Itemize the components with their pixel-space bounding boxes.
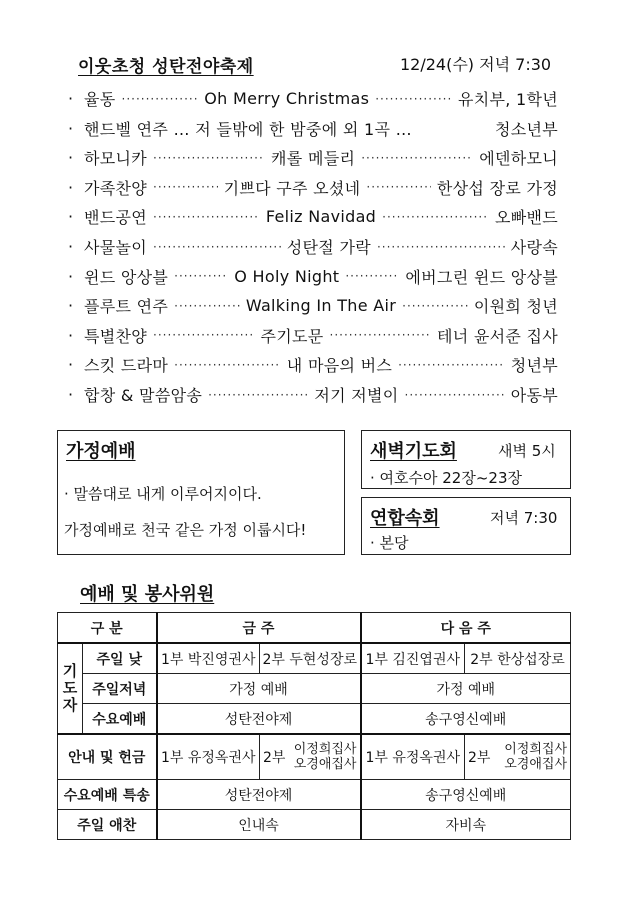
- program-item: [68, 143, 558, 172]
- program-bullet: ·: [68, 385, 74, 404]
- program-song: 주기도문: [260, 326, 324, 346]
- dot-leader: [208, 388, 308, 402]
- cell: [465, 734, 571, 780]
- program-item: [68, 202, 558, 231]
- header-category: 구 분: [58, 613, 157, 644]
- dot-leader: [377, 240, 505, 254]
- program-performance: 가족찬양: [84, 178, 148, 198]
- dot-leader: [398, 358, 505, 372]
- duty-table: [57, 612, 571, 840]
- family-worship-line1: · 말씀대로 내게 이루어지이다.: [64, 485, 262, 503]
- duty-section-title: 예배 및 봉사위원: [80, 584, 215, 605]
- program-song: O Holy Night: [234, 266, 340, 286]
- cell: 2부 한상섭장로: [465, 643, 571, 674]
- dawn-prayer-title: 새벽기도회: [370, 441, 457, 462]
- program-bullet: ·: [68, 237, 74, 256]
- cell: 2부 두현성장로: [260, 643, 361, 674]
- table-row: [58, 810, 571, 840]
- dot-leader: [122, 92, 199, 106]
- cell: 성탄전야제: [157, 704, 361, 735]
- program-bullet: ·: [68, 148, 74, 168]
- family-worship-title: 가정예배: [66, 441, 136, 462]
- dot-leader: [153, 151, 265, 165]
- program-performance: 사물놀이: [84, 238, 148, 257]
- program-performer: 청년부: [510, 356, 559, 376]
- joint-meeting-time: 저녁 7:30: [490, 509, 558, 527]
- row-label-wednesday: 수요예배: [83, 704, 157, 735]
- program-item: [68, 321, 558, 350]
- dot-leader: [382, 210, 489, 224]
- program-item: [68, 232, 558, 261]
- program-bullet: ·: [68, 177, 74, 197]
- program-song: 내 마음의 버스: [286, 356, 393, 376]
- cell-prefix: 2부: [468, 750, 491, 766]
- dot-leader: [153, 210, 260, 224]
- cell: 1부 김진엽권사: [361, 643, 465, 674]
- program-song: 기쁘다 구주 오셨네: [223, 178, 361, 198]
- cell-line: 이정희집사: [504, 742, 568, 757]
- family-worship-line2: 가정예배로 천국 같은 가정 이룹시다!: [64, 521, 307, 539]
- program-performer: 테너 윤서준 집사: [436, 326, 559, 346]
- cell: 가정 예배: [361, 674, 571, 704]
- cell: 1부 박진영권사: [157, 643, 260, 674]
- program-performance: 핸드벨 연주 … 저 들밖에 한 밤중에 외 1곡 …: [84, 119, 412, 139]
- dot-leader: [153, 240, 281, 254]
- program-bullet: ·: [68, 266, 74, 286]
- program-bullet: ·: [68, 118, 74, 138]
- cell: 자비속: [361, 810, 571, 840]
- program-song: Feliz Navidad: [265, 207, 377, 227]
- row-label-sunday-flower: 주일 애찬: [58, 810, 157, 840]
- dot-leader: [153, 328, 254, 342]
- dawn-prayer-text: · 여호수아 22장~23장: [370, 469, 522, 487]
- cell: 1부 유정옥권사: [361, 734, 465, 780]
- program-item: [68, 84, 558, 113]
- header-this-week: 금 주: [157, 613, 361, 644]
- row-label-wed-special: 수요예배 특송: [58, 780, 157, 810]
- dot-leader: [375, 92, 452, 106]
- program-performer: 이원희 청년: [473, 297, 558, 317]
- program-performer: 사랑속: [510, 238, 559, 257]
- program-performance: 밴드공연: [84, 208, 148, 228]
- table-row: [58, 704, 571, 735]
- joint-meeting-title: 연합속회: [370, 508, 440, 529]
- program-performer: 에버그린 윈드 앙상블: [405, 267, 558, 287]
- program-song: Oh Merry Christmas: [204, 89, 370, 108]
- cell: 송구영신예배: [361, 704, 571, 735]
- program-performance: 하모니카: [84, 149, 148, 169]
- dot-leader: [361, 151, 473, 165]
- cell: 송구영신예배: [361, 780, 571, 810]
- row-label-sunday-day: 주일 낮: [83, 643, 157, 674]
- program-item: [68, 114, 558, 143]
- cell-line: 오경애집사: [293, 757, 357, 772]
- row-label-guide: 안내 및 헌금: [58, 734, 157, 780]
- program-performer: 아동부: [510, 386, 559, 405]
- festival-title: 이웃초청 성탄전야축제: [78, 57, 254, 77]
- dot-leader: [345, 269, 399, 283]
- cell-line: 오경애집사: [504, 757, 568, 772]
- program-bullet: ·: [68, 325, 74, 345]
- table-row: [58, 613, 571, 644]
- family-worship-box: [57, 430, 345, 555]
- program-song: Walking In The Air: [245, 296, 397, 316]
- dot-leader: [174, 299, 240, 313]
- program-performer: 에덴하모니: [479, 149, 559, 169]
- row-label-sunday-eve: 주일저녁: [83, 674, 157, 704]
- program-performance: 윈드 앙상블: [84, 267, 169, 287]
- cell: 성탄전야제: [157, 780, 361, 810]
- table-row: [58, 674, 571, 704]
- program-bullet: ·: [68, 355, 74, 375]
- cell-prefix: 2부: [263, 750, 286, 766]
- table-row: [58, 643, 571, 674]
- table-row: [58, 780, 571, 810]
- program-performance: 합창 & 말씀암송: [84, 386, 203, 405]
- program-item: [68, 262, 558, 291]
- program-performer: 오빠밴드: [494, 208, 559, 228]
- program-item: [68, 291, 558, 320]
- program-performer: 청소년부: [494, 119, 558, 139]
- dot-leader: [174, 358, 281, 372]
- dot-leader: [153, 180, 218, 194]
- program-performance: 스킷 드라마: [84, 356, 169, 376]
- program-song: 성탄절 가락: [286, 238, 371, 257]
- prayer-label: 기 도 자: [62, 662, 78, 714]
- program-bullet: ·: [68, 89, 74, 108]
- festival-time: 12/24(수) 저녁 7:30: [400, 55, 552, 74]
- program-performance: 특별찬양: [84, 326, 148, 346]
- program-performance: 플루트 연주: [84, 297, 169, 317]
- program-song: 저기 저별이: [314, 386, 399, 405]
- joint-meeting-box: [361, 497, 571, 555]
- table-row: [58, 734, 571, 780]
- program-bullet: ·: [68, 207, 74, 227]
- cell: 가정 예배: [157, 674, 361, 704]
- program-item: [68, 173, 558, 202]
- dawn-prayer-time: 새벽 5시: [498, 442, 556, 460]
- header-next-week: 다 음 주: [361, 613, 571, 644]
- program-item: [68, 380, 558, 409]
- program-performer: 한상섭 장로 가정: [436, 178, 558, 198]
- dot-leader: [402, 299, 468, 313]
- cell: [260, 734, 361, 780]
- dot-leader: [174, 269, 228, 283]
- program-item: [68, 350, 558, 379]
- cell: 1부 유정옥권사: [157, 734, 260, 780]
- program-song: 캐롤 메들리: [271, 149, 356, 169]
- dawn-prayer-box: [361, 430, 571, 489]
- program-performance: 율동: [84, 90, 116, 109]
- cell-line: 이정희집사: [293, 742, 357, 757]
- dot-leader: [330, 328, 431, 342]
- program-performer: 유치부, 1학년: [457, 90, 559, 109]
- dot-leader: [366, 180, 431, 194]
- cell: 인내속: [157, 810, 361, 840]
- program-bullet: ·: [68, 296, 74, 316]
- dot-leader: [405, 388, 505, 402]
- joint-meeting-text: · 본당: [370, 534, 409, 552]
